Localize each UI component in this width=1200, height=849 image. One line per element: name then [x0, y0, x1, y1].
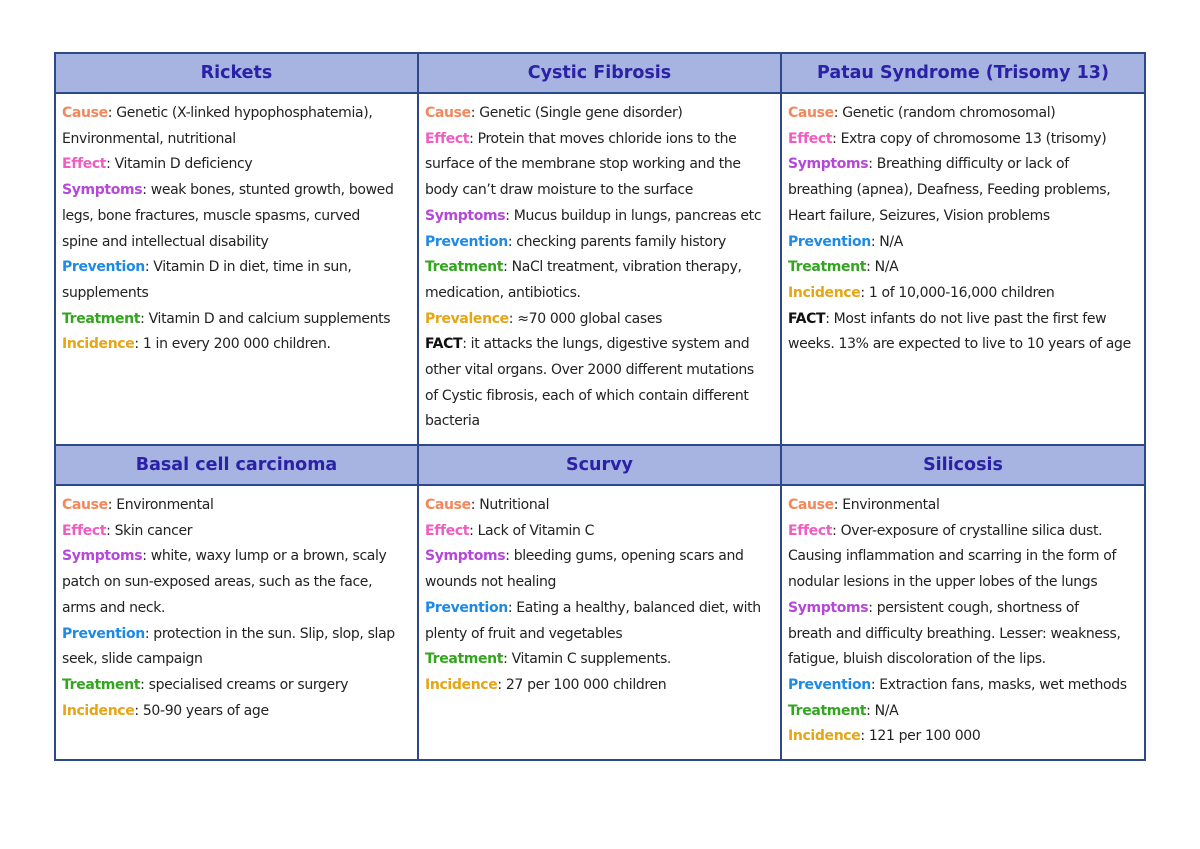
treatment-label: Treatment: [62, 310, 141, 327]
prevention-label: Prevention: [788, 676, 871, 693]
detail-line: [62, 101, 413, 127]
detail-text: : Genetic (random chromosomal): [833, 105, 1056, 121]
detail-text: other vital organs. Over 2000 different mutations: [425, 362, 754, 379]
detail-line: [62, 230, 413, 256]
detail-text: : Genetic (X-linked hypophosphatemia),: [107, 105, 373, 121]
disease-details: [56, 486, 417, 730]
detail-text: Causing inflammation and scarring in the form of: [788, 548, 1117, 565]
detail-text: : Environmental: [833, 497, 940, 513]
detail-text: legs, bone fractures, muscle spasms, curved: [62, 207, 360, 224]
symptoms-label: Symptoms: [788, 156, 869, 173]
prevention-label: Prevention: [62, 259, 145, 276]
detail-line: [425, 281, 776, 307]
detail-line: [425, 204, 776, 230]
cause-label: Cause: [62, 105, 108, 121]
detail-line: [62, 519, 413, 545]
detail-line: [425, 101, 776, 127]
disease-cell: [781, 485, 1145, 760]
detail-text: nodular lesions in the upper lobes of the lungs: [788, 574, 1098, 591]
prevention-label: Prevention: [425, 233, 508, 250]
detail-line: [62, 699, 413, 725]
detail-text: : it attacks the lungs, digestive system and: [462, 336, 750, 353]
treatment-label: Treatment: [788, 702, 867, 719]
symptoms-label: Symptoms: [62, 182, 143, 199]
detail-line: [425, 673, 776, 699]
detail-text: body can’t draw moisture to the surface: [425, 182, 694, 199]
detail-line: [62, 152, 413, 178]
detail-text: bacteria: [425, 413, 480, 430]
effect-label: Effect: [62, 156, 107, 173]
detail-text: : 121 per 100 000: [860, 728, 981, 745]
detail-text: : Most infants do not live past the first few: [825, 310, 1107, 327]
disease-title: Scurvy: [418, 445, 781, 485]
detail-line: [425, 647, 776, 673]
disease-cell: [418, 93, 781, 445]
detail-line: [788, 493, 1140, 519]
detail-line: [62, 281, 413, 307]
cause-label: Cause: [62, 497, 108, 513]
detail-text: breath and difficulty breathing. Lesser: weakness,: [788, 625, 1121, 642]
header-row: [55, 445, 1145, 485]
disease-title: Rickets: [55, 53, 418, 93]
detail-text: : N/A: [870, 233, 904, 250]
detail-line: [425, 622, 776, 648]
effect-label: Effect: [62, 522, 107, 539]
detail-text: surface of the membrane stop working and the: [425, 156, 741, 173]
detail-text: : Eating a healthy, balanced diet, with: [507, 599, 761, 616]
detail-text: : 50-90 years of age: [134, 702, 269, 719]
detail-text: : Vitamin C supplements.: [503, 651, 672, 668]
detail-text: : N/A: [866, 259, 899, 276]
detail-text: : 27 per 100 000 children: [497, 676, 667, 693]
detail-line: [425, 255, 776, 281]
symptoms-label: Symptoms: [62, 548, 143, 565]
detail-line: [788, 127, 1140, 153]
detail-line: [788, 152, 1140, 178]
detail-text: : Mucus buildup in lungs, pancreas etc: [505, 207, 762, 224]
effect-label: Effect: [788, 522, 833, 539]
detail-text: weeks. 13% are expected to live to 10 years of age: [788, 336, 1131, 353]
disease-details: [782, 486, 1144, 756]
detail-text: medication, antibiotics.: [425, 284, 581, 301]
fact-label: FACT: [788, 310, 826, 327]
disease-cell: [418, 485, 781, 760]
detail-text: : Breathing difficulty or lack of: [868, 156, 1069, 173]
detail-line: [62, 178, 413, 204]
detail-text: : checking parents family history: [507, 233, 726, 250]
disease-title: Cystic Fibrosis: [418, 53, 781, 93]
cause-label: Cause: [788, 105, 834, 121]
detail-line: [425, 596, 776, 622]
detail-line: [788, 332, 1140, 358]
detail-text: Heart failure, Seizures, Vision problems: [788, 207, 1050, 224]
detail-line: [62, 127, 413, 153]
treatment-label: Treatment: [425, 651, 504, 668]
treatment-label: Treatment: [425, 259, 504, 276]
detail-line: [788, 281, 1140, 307]
symptoms-label: Symptoms: [425, 548, 506, 565]
detail-text: : Vitamin D in diet, time in sun,: [144, 259, 352, 276]
detail-line: [788, 255, 1140, 281]
detail-text: Environmental, nutritional: [62, 130, 236, 147]
detail-text: : Extraction fans, masks, wet methods: [870, 676, 1127, 693]
detail-text: : Extra copy of chromosome 13 (trisomy): [832, 130, 1107, 147]
disease-title: Basal cell carcinoma: [55, 445, 418, 485]
incidence-label: Incidence: [425, 676, 498, 693]
detail-line: [788, 230, 1140, 256]
disease-title: Patau Syndrome (Trisomy 13): [781, 53, 1145, 93]
disease-cell: [55, 485, 418, 760]
cause-label: Cause: [425, 497, 471, 513]
detail-line: [425, 178, 776, 204]
detail-text: : protection in the sun. Slip, slop, slap: [144, 625, 395, 642]
detail-line: [62, 307, 413, 333]
detail-text: : Over-exposure of crystalline silica dust.: [832, 522, 1103, 539]
disease-table: [54, 52, 1146, 761]
effect-label: Effect: [425, 130, 470, 147]
cause-label: Cause: [788, 497, 834, 513]
effect-label: Effect: [788, 130, 833, 147]
incidence-label: Incidence: [62, 336, 135, 353]
detail-line: [425, 332, 776, 358]
detail-line: [425, 570, 776, 596]
detail-line: [62, 622, 413, 648]
detail-line: [425, 519, 776, 545]
detail-line: [62, 204, 413, 230]
detail-text: : persistent cough, shortness of: [868, 599, 1079, 616]
detail-line: [425, 358, 776, 384]
prevention-label: Prevention: [62, 625, 145, 642]
detail-line: [425, 152, 776, 178]
header-row: [55, 53, 1145, 93]
content-row: [55, 485, 1145, 760]
detail-line: [425, 230, 776, 256]
detail-text: : Skin cancer: [106, 522, 193, 539]
symptoms-label: Symptoms: [425, 207, 506, 224]
detail-text: : NaCl treatment, vibration therapy,: [503, 259, 742, 276]
disease-details: [419, 94, 780, 441]
detail-text: : 1 in every 200 000 children.: [134, 336, 331, 353]
detail-line: [788, 101, 1140, 127]
detail-text: : N/A: [866, 702, 899, 719]
detail-line: [788, 699, 1140, 725]
detail-text: : Environmental: [107, 497, 214, 513]
detail-text: arms and neck.: [62, 599, 166, 616]
detail-text: breathing (apnea), Deafness, Feeding problems,: [788, 182, 1111, 199]
detail-line: [62, 647, 413, 673]
detail-line: [788, 647, 1140, 673]
detail-text: : Vitamin D and calcium supplements: [140, 310, 391, 327]
detail-line: [62, 570, 413, 596]
detail-line: [788, 724, 1140, 750]
detail-line: [425, 493, 776, 519]
detail-line: [425, 544, 776, 570]
disease-details: [56, 94, 417, 364]
treatment-label: Treatment: [62, 676, 141, 693]
detail-text: patch on sun-exposed areas, such as the face,: [62, 574, 373, 591]
detail-text: : Protein that moves chloride ions to the: [469, 130, 737, 147]
detail-text: : Lack of Vitamin C: [469, 522, 595, 539]
detail-line: [788, 596, 1140, 622]
detail-line: [788, 307, 1140, 333]
detail-text: : white, waxy lump or a brown, scaly: [142, 548, 387, 565]
detail-text: spine and intellectual disability: [62, 233, 269, 250]
incidence-label: Incidence: [788, 728, 861, 745]
detail-line: [62, 673, 413, 699]
prevention-label: Prevention: [788, 233, 871, 250]
detail-line: [62, 332, 413, 358]
detail-line: [425, 307, 776, 333]
detail-line: [788, 622, 1140, 648]
fact-label: FACT: [425, 336, 463, 353]
detail-line: [788, 519, 1140, 545]
detail-text: plenty of fruit and vegetables: [425, 625, 623, 642]
detail-text: wounds not healing: [425, 574, 557, 591]
detail-line: [788, 204, 1140, 230]
detail-line: [62, 596, 413, 622]
detail-line: [62, 544, 413, 570]
detail-text: supplements: [62, 284, 149, 301]
disease-details: [419, 486, 780, 705]
effect-label: Effect: [425, 522, 470, 539]
treatment-label: Treatment: [788, 259, 867, 276]
cause-label: Cause: [425, 105, 471, 121]
detail-text: : Nutritional: [470, 497, 550, 513]
detail-line: [788, 673, 1140, 699]
detail-line: [425, 127, 776, 153]
detail-text: : bleeding gums, opening scars and: [505, 548, 744, 565]
disease-cell: [781, 93, 1145, 445]
disease-details: [782, 94, 1144, 364]
content-row: [55, 93, 1145, 445]
incidence-label: Prevalence: [425, 310, 509, 327]
incidence-label: Incidence: [62, 702, 135, 719]
detail-line: [425, 409, 776, 435]
detail-text: : Vitamin D deficiency: [106, 156, 253, 173]
detail-line: [62, 255, 413, 281]
detail-line: [788, 570, 1140, 596]
detail-line: [425, 384, 776, 410]
prevention-label: Prevention: [425, 599, 508, 616]
detail-line: [788, 178, 1140, 204]
incidence-label: Incidence: [788, 284, 861, 301]
detail-line: [62, 493, 413, 519]
detail-text: : ≈70 000 global cases: [508, 310, 663, 327]
detail-text: : Genetic (Single gene disorder): [470, 105, 683, 121]
detail-text: : weak bones, stunted growth, bowed: [142, 182, 394, 199]
detail-text: : 1 of 10,000-16,000 children: [860, 284, 1055, 301]
disease-title: Silicosis: [781, 445, 1145, 485]
detail-text: : specialised creams or surgery: [140, 676, 349, 693]
symptoms-label: Symptoms: [788, 599, 869, 616]
detail-text: of Cystic fibrosis, each of which contain different: [425, 387, 749, 404]
detail-text: fatigue, bluish discoloration of the lips.: [788, 651, 1046, 668]
detail-line: [788, 544, 1140, 570]
detail-text: seek, slide campaign: [62, 651, 203, 668]
disease-cell: [55, 93, 418, 445]
